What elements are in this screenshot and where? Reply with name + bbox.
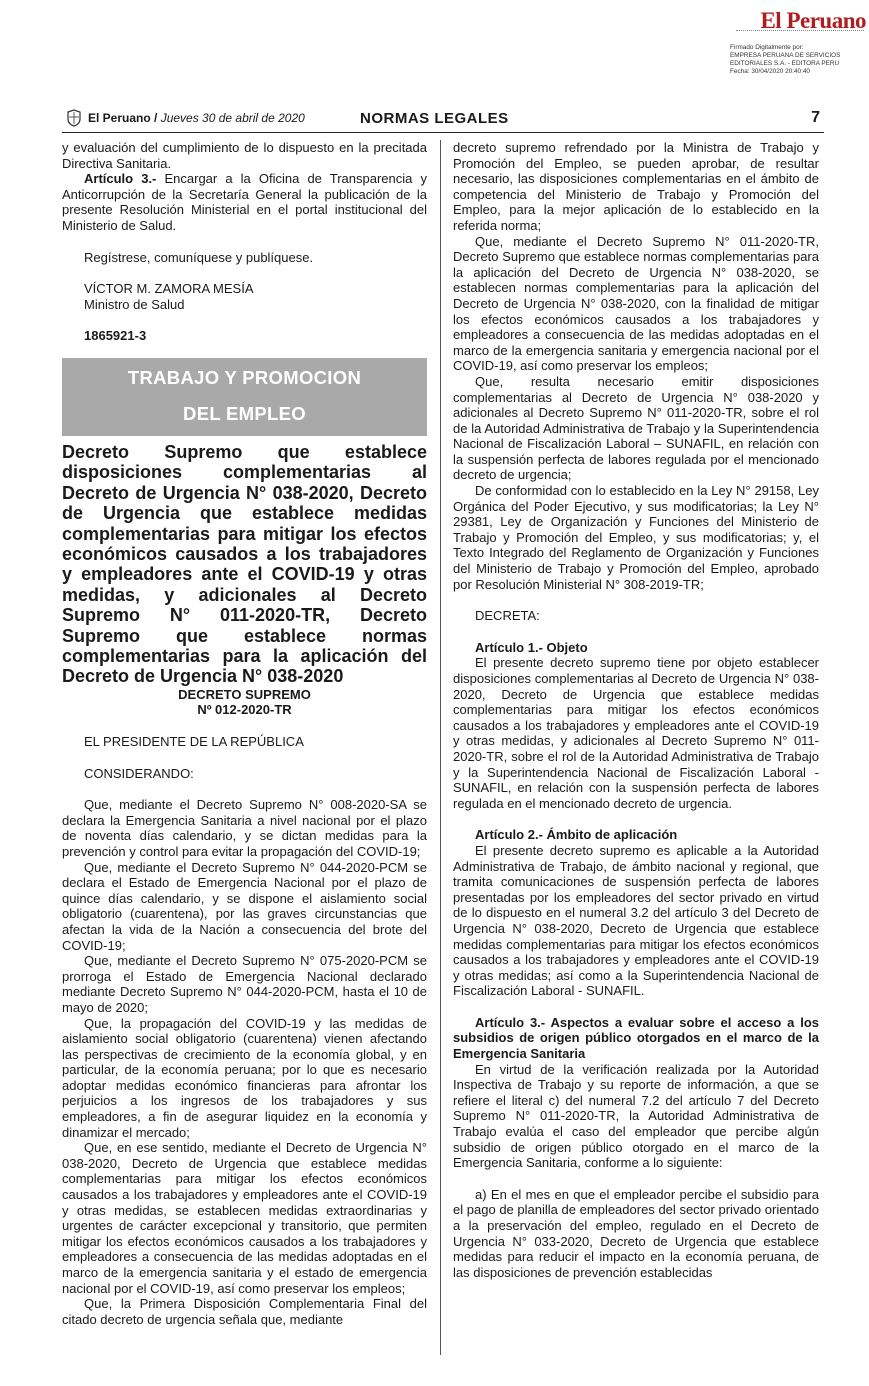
page-header xyxy=(62,106,824,133)
article-2-text: El presente decreto supremo es aplicable a la Autoridad Administrativa de Trabajo, de ámbito nacional y regional, que tramita comunicaciones de suspensión perfecta de labores presentadas por los empleadores del sector privado en virtud de lo dispuesto en el numeral 3.2 del artículo 3 del Decreto de Urgencia N° 038-2020, Decreto de Urgencia que establece medidas complementarias para mitigar los efectos económicos causados a los trabajadores y empleadores ante el COVID-19 y otras medidas; así como a la Superintendencia Nacional de Fiscalización Laboral - SUNAFIL. xyxy=(453,842,819,999)
section-title-line: DEL EMPLEO xyxy=(183,402,306,424)
decree-number: Nº 012-2020-TR xyxy=(197,702,292,718)
decreta-heading: DECRETA: xyxy=(475,608,540,624)
section-title-line: TRABAJO Y PROMOCION xyxy=(127,366,362,388)
header-section: NORMAS LEGALES xyxy=(360,110,509,127)
header-publication xyxy=(88,111,305,125)
article-3-item-a: a) En el mes en que el empleador percibe el subsidio para el pago de planilla de empleadores del sector privado orientado a la preservación del empleo, regulado en el Decreto de Urgencia N° 033-2020, Decreto de Urgencia que establece medidas para reducir el impacto en la economía peruana, de las disposiciones de prevención establecidas xyxy=(453,1186,819,1280)
coat-of-arms-icon xyxy=(66,109,82,127)
article-1-text: El presente decreto supremo tiene por objeto establecer disposiciones complementarias al Decreto de Urgencia N° 038-2020, Decreto de Urgencia que establece medidas complementarias para mitigar los efectos económicos causados a los trabajadores y empleadores ante el COVID-19 y otras medidas, y adicionales al Decreto Supremo N° 011-2020-TR, sobre el rol de la Autoridad Administrativa de Trabajo y la Superintendencia Nacional de Fiscalización Laboral - SUNAFIL, en relación con la suspensión perfecta de labores regulada en el mencionado decreto de urgencia. xyxy=(453,655,819,811)
signature-line: EDITORIALES S.A. - EDITORA PERU xyxy=(730,60,840,67)
section-banner xyxy=(62,358,427,436)
considerando-paragraph: Que, en ese sentido, mediante el Decreto de Urgencia N° 038-2020, Decreto de Urgencia que establece medidas complementarias para mitigar los efectos económicos causados a los trabajadores y empleadores ante el COVID-19 y otras medidas, se establecen medidas extraordinarias y urgentes de carácter excepcional y transitorio, que permiten mitigar los efectos económicos causados a los trabajadores y empleadores a consecuencia de las medidas adoptadas en el marco de la emergencia sanitaria y el estado de emergencia nacional por el COVID-19, así como preservar los empleos; xyxy=(62,1140,427,1296)
considerando-paragraph: Que, mediante el Decreto Supremo N° 075-2020-PCM se prorroga el Estado de Emergencia Nacional declarado mediante Decreto Supremo N° 044-2020-PCM, hasta el 10 de mayo de 2020; xyxy=(62,953,427,1015)
considerando-paragraph: Que, la Primera Disposición Complementaria Final del citado decreto de urgencia señala que, mediante xyxy=(62,1296,427,1327)
article-3-text: En virtud de la verificación realizada por la Autoridad Inspectiva de Trabajo y su reporte de información, a que se refiere el literal c) del numeral 7.2 del artículo 7 del Decreto Supremo N° 011-2020-TR, la Autoridad Administrativa de Trabajo evalúa el caso del empleador que percibe algún subsidio de origen público otorgado en el marco de la Emergencia Sanitaria, conforme a lo siguiente: xyxy=(453,1061,819,1171)
closing-formula: Regístrese, comuníquese y publíquese. xyxy=(84,249,314,265)
signature-line: Fecha: 30/04/2020 20:40:40 xyxy=(730,68,810,75)
decree-title: Decreto Supremo que establece disposiciones complementarias al Decreto de Urgencia N° 038-2020, Decreto de Urgencia que establece medidas complementarias para mitigar los efectos económicos causados a los trabajadores y empleadores ante el COVID-19 y otras medidas, y adicionales al Decreto Supremo N° 011-2020-TR, Decreto Supremo que establece normas complementarias para la aplicación del Decreto de Urgencia N° 038-2020 xyxy=(62,441,427,687)
signature-line: Firmado Digitalmente por: xyxy=(730,44,804,51)
brand-logo: El Peruano xyxy=(760,8,866,33)
publication-code: 1865921-3 xyxy=(84,328,147,344)
considerando-heading: CONSIDERANDO: xyxy=(84,765,194,781)
article-3-paragraph xyxy=(62,171,427,233)
article-2-title: Artículo 2.- Ámbito de aplicación xyxy=(475,827,678,843)
considerando-paragraph: Que, mediante el Decreto Supremo N° 008-2020-SA se declara la Emergencia Sanitaria a nivel nacional por el plazo de noventa días calendario, y se dictan medidas para la prevención y control para evitar la propagación del COVID-19; xyxy=(62,797,427,859)
right-column xyxy=(453,140,819,1280)
signer-title: Ministro de Salud xyxy=(84,296,185,312)
decree-label: DECRETO SUPREMO xyxy=(178,686,311,702)
digital-signature xyxy=(730,44,840,76)
considerando-paragraph: Que, mediante el Decreto Supremo N° 044-2020-PCM se declara el Estado de Emergencia Nacional por el plazo de quince días calendario, y se dispone el aislamiento social obligatorio (cuarentena), por las graves circunstancias que afectan la vida de la Nación a consecuencia del brote del COVID-19; xyxy=(62,859,427,953)
president-line: EL PRESIDENTE DE LA REPÚBLICA xyxy=(84,734,304,749)
header-paper: El Peruano / xyxy=(88,111,158,125)
article-1-title: Artículo 1.- Objeto xyxy=(475,639,588,655)
signer-name: VÍCTOR M. ZAMORA MESÍA xyxy=(84,281,254,297)
paragraph: Que, resulta necesario emitir disposiciones complementarias al Decreto de Urgencia N° 038-2020 y adicionales al Decreto Supremo N° 011-2020-TR, sobre el rol de la Autoridad Administrativa de Trabajo y la Superintendencia Nacional de Fiscalización Laboral – SUNAFIL, en relación con la suspensión perfecta de labores regulada por el mencionado decreto de urgencia; xyxy=(453,373,819,483)
paragraph: Que, mediante el Decreto Supremo N° 011-2020-TR, Decreto Supremo que establece normas complementarias para la aplicación del Decreto de Urgencia N° 038-2020, se establecen normas complementarias para la aplicación del Decreto de Urgencia N° 038-2020, con la finalidad de mitigar los efectos económicos causados a los trabajadores y empleadores a consecuencia de las medidas adoptadas en el marco de la emergencia sanitaria y emergencia nacional por el COVID-19, así como preservar los empleos; xyxy=(453,233,819,374)
brand-underline xyxy=(736,30,864,34)
considerando-paragraph: Que, la propagación del COVID-19 y las medidas de aislamiento social obligatorio (cuarentena) vienen afectando las perspectivas de crecimiento de la economía global, y en particular, de la economía peruana; por lo que es necesario adoptar medidas económico financieras para afrontar los perjuicios a los ingresos de los trabajadores y sus empleadores, a fin de asegurar liquidez en la economía y dinamizar el mercado; xyxy=(62,1015,427,1140)
article-label: Artículo 3.- xyxy=(84,171,157,187)
paragraph: decreto supremo refrendado por la Ministra de Trabajo y Promoción del Empleo, se pueden aprobar, de resultar necesario, las disposiciones complementarias en el ámbito de competencia del Ministerio de Trabajo y Promoción del Empleo, para la mejor aplicación de lo establecido en la referida norma; xyxy=(453,140,819,233)
signature-line: EMPRESA PERUANA DE SERVICIOS xyxy=(730,52,841,59)
paragraph: y evaluación del cumplimiento de lo dispuesto en la precitada Directiva Sanitaria. xyxy=(62,140,427,171)
article-text: Encargar a la Oficina de Transparencia y Anticorrupción de la Secretaría General la publicación de la presente Resolución Ministerial en el portal institucional del Ministerio de Salud. xyxy=(62,171,427,233)
article-3-title: Artículo 3.- Aspectos a evaluar sobre el acceso a los subsidios de origen público otorgados en el marco de la Emergencia Sanitaria xyxy=(453,1014,819,1062)
paragraph: De conformidad con lo establecido en la Ley N° 29158, Ley Orgánica del Poder Ejecutivo, y sus modificatorias; la Ley N° 29381, Ley de Organización y Funciones del Ministerio de Trabajo y Promoción del Empleo, y sus modificatorias; y, el Texto Integrado del Reglamento de Organización y Funciones del Ministerio de Trabajo y Promoción del Empleo, aprobado por Resolución Ministerial N° 308-2019-TR; xyxy=(453,483,819,592)
left-column xyxy=(62,140,427,1327)
header-date: Jueves 30 de abril de 2020 xyxy=(157,111,305,125)
column-divider xyxy=(440,140,441,1355)
page-number: 7 xyxy=(811,109,820,126)
